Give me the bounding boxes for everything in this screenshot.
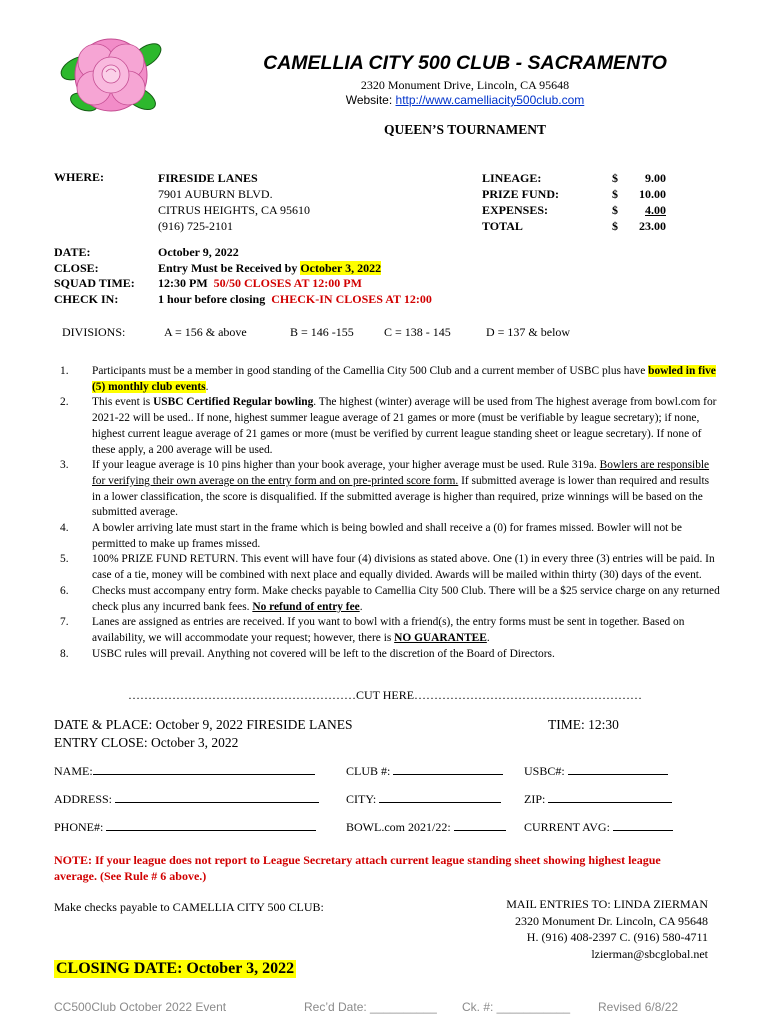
rule-number: 7.	[60, 616, 69, 629]
fee-symbols	[612, 170, 618, 234]
bowl-com-input-line[interactable]	[454, 820, 506, 831]
close-date: October 3, 2022	[300, 260, 382, 275]
rule-item	[60, 615, 720, 646]
fee-labels	[482, 170, 559, 234]
where-label: WHERE:	[54, 170, 105, 184]
website-line	[0, 93, 770, 107]
venue-city: CITRUS HEIGHTS, CA 95610	[158, 203, 311, 217]
division-a: A = 156 & above	[164, 325, 247, 339]
dollar-sign: $	[612, 187, 618, 201]
bowl-com-label: BOWL.com 2021/22:	[346, 820, 451, 834]
bowl-com-field[interactable]	[346, 820, 506, 835]
city-input-line[interactable]	[379, 792, 501, 803]
rule-item	[60, 552, 720, 583]
rule-item	[60, 458, 720, 521]
entry-date-place: DATE & PLACE: October 9, 2022 FIRESIDE LANES	[54, 717, 353, 732]
total-amount: 23.00	[639, 219, 666, 233]
rule-underline: Bowlers are responsible for verifying their own average on the entry form and on pre-printed score form.	[92, 459, 710, 487]
close-label: CLOSE:	[54, 260, 99, 275]
where-block	[158, 170, 310, 234]
division-b: B = 146 -155	[290, 325, 354, 339]
name-label: NAME:	[54, 764, 93, 778]
expenses-label: EXPENSES:	[482, 203, 549, 217]
rule-item	[60, 364, 720, 395]
rule-text	[92, 364, 720, 395]
squad-time: 12:30 PM	[158, 276, 208, 290]
rule-number: 1.	[60, 365, 69, 377]
squad-time-label: SQUAD TIME:	[54, 276, 135, 290]
lineage-label: LINEAGE:	[482, 171, 542, 185]
mail-to-phones: H. (916) 408-2397 C. (916) 580-4711	[526, 930, 708, 944]
fee-amounts	[628, 170, 666, 234]
close-value	[158, 261, 432, 277]
rule-item	[60, 521, 720, 552]
cut-here-line: …………………………………………………CUT HERE…………………………………………………	[127, 688, 643, 702]
rule-text-part: Lanes are assigned as entries are received. If you want to bowl with a friend(s), the entry forms must be sent in together. Based on availability, we will accommodate your request; however, there is	[92, 616, 685, 644]
lineage-amount: 9.00	[645, 171, 666, 185]
footer-event: CC500Club October 2022 Event	[54, 1000, 227, 1014]
divisions-label: DIVISIONS:	[62, 325, 126, 339]
check-in-time: 1 hour before closing	[158, 291, 266, 306]
rule-number: 6.	[60, 584, 69, 597]
league-note: NOTE: If your league does not report to League Secretary attach current league standing sheet showing highest league average. (See Rule # 6 above.)	[54, 853, 661, 883]
rule-text-part: .	[205, 380, 209, 393]
website-link[interactable]: http://www.camelliacity500club.com	[395, 93, 585, 107]
prize-fund-amount: 10.00	[639, 187, 666, 201]
footer-revised: Revised 6/8/22	[598, 1000, 679, 1014]
rule-bold-underline: NO GUARANTEE	[394, 631, 487, 644]
website-label: Website:	[345, 93, 393, 107]
rules-list	[60, 364, 720, 662]
current-avg-field[interactable]	[524, 820, 673, 835]
close-prefix: Entry Must be Received by	[158, 260, 298, 275]
dollar-sign: $	[612, 203, 618, 217]
venue-street: 7901 AUBURN BLVD.	[158, 187, 273, 201]
current-avg-input-line[interactable]	[613, 820, 673, 831]
phone-label: PHONE#:	[54, 820, 104, 834]
club-field[interactable]	[346, 764, 503, 779]
rule-text-part: .	[359, 600, 363, 613]
club-title: CAMELLIA CITY 500 CLUB - SACRAMENTO	[263, 52, 667, 74]
rule-text: A bowler arriving late must start in the frame which is being bowled and shall receive a (0) for frames missed. Bowler will not be permitted to make up frames missed.	[92, 522, 682, 550]
phone-field[interactable]	[54, 820, 316, 835]
club-address: 2320 Monument Drive, Lincoln, CA 95648	[360, 78, 570, 92]
event-date: October 9, 2022	[158, 245, 239, 259]
check-in-label: CHECK IN:	[54, 291, 119, 306]
rule-number: 5.	[60, 553, 69, 566]
rule-text	[92, 395, 720, 458]
mail-to-name: MAIL ENTRIES TO: LINDA ZIERMAN	[506, 897, 708, 911]
entry-close: ENTRY CLOSE: October 3, 2022	[54, 735, 239, 750]
rule-text-part: If submitted average is lower than required and results in a lower classification, the score is disqualified. If the submitted average is higher than required, prize winnings will be based on the submitted average.	[92, 474, 710, 519]
check-in-note: CHECK-IN CLOSES AT 12:00	[271, 291, 432, 306]
city-field[interactable]	[346, 792, 501, 807]
prize-fund-label: PRIZE FUND:	[482, 187, 559, 201]
entry-time: TIME: 12:30	[548, 717, 619, 732]
address-label: ADDRESS:	[54, 792, 113, 806]
dollar-sign: $	[612, 171, 618, 185]
check-in-value	[158, 292, 432, 308]
closing-date: CLOSING DATE: October 3, 2022	[56, 960, 295, 977]
division-d: D = 137 & below	[486, 325, 571, 339]
name-input-line[interactable]	[93, 764, 315, 775]
rule-text	[92, 458, 720, 521]
zip-label: ZIP:	[524, 792, 546, 806]
name-field[interactable]	[54, 764, 315, 779]
zip-field[interactable]	[524, 792, 672, 807]
rule-text: USBC rules will prevail. Anything not covered will be left to the discretion of the Board of Directors.	[92, 647, 555, 660]
rule-text-part: . The highest (winter) average will be used from The highest average from bowl.com for 2021-22 will be used.. If none, highest summer league average of 21 games or more (must be verifiable by league secretary); if none, highest current league average of 21 games or more (must be verified by current league standing sheet or league secretary). If none of these apply, a 200 average will be used.	[92, 396, 717, 456]
rule-text	[92, 584, 720, 615]
zip-input-line[interactable]	[548, 792, 672, 803]
rule-bold-underline: No refund of entry fee	[252, 600, 360, 613]
division-c: C = 138 - 145	[384, 325, 451, 339]
schedule-values	[158, 245, 432, 307]
venue-name: FIRESIDE LANES	[158, 171, 258, 185]
rule-item	[60, 647, 720, 663]
address-input-line[interactable]	[115, 792, 319, 803]
current-avg-label: CURRENT AVG:	[524, 820, 610, 834]
squad-value	[158, 276, 432, 292]
rule-item	[60, 584, 720, 615]
mail-to-street: 2320 Monument Dr. Lincoln, CA 95648	[515, 913, 708, 928]
club-label: CLUB #:	[346, 764, 391, 778]
venue-phone: (916) 725-2101	[158, 219, 233, 233]
rule-text-part: If your league average is 10 pins higher than your book average, your higher average must be used. Rule 319a.	[92, 459, 600, 472]
usbc-label: USBC#:	[524, 764, 565, 778]
rule-text: 100% PRIZE FUND RETURN. This event will have four (4) divisions as stated above. One (1) in every three (3) entries will be paid. In case of a tie, money will be combined with next place and equally divided. Awards will be mailed within thirty (30) days of the event.	[92, 553, 715, 582]
tournament-name: QUEEN’S TOURNAMENT	[384, 122, 546, 137]
rule-text	[92, 615, 720, 646]
rule-number: 8.	[60, 647, 69, 660]
city-label: CITY:	[346, 792, 377, 806]
date-label: DATE:	[54, 245, 91, 259]
usbc-field[interactable]	[524, 764, 668, 779]
club-input-line[interactable]	[393, 764, 503, 775]
rule-number: 2.	[60, 396, 69, 409]
rule-text-part: .	[486, 631, 490, 644]
mail-entries-block	[506, 896, 708, 962]
fifty-fifty-note: 50/50 CLOSES AT 12:00 PM	[213, 276, 362, 290]
rule-number: 4.	[60, 522, 69, 535]
rule-bold: USBC Certified Regular bowling	[153, 396, 314, 409]
rule-number: 3.	[60, 459, 69, 472]
rule-text-part: This event is	[92, 396, 154, 409]
total-label: TOTAL	[482, 219, 523, 233]
address-field[interactable]	[54, 792, 319, 807]
schedule-labels	[54, 245, 135, 307]
rule-highlight: bowled in five (5) monthly club events	[92, 365, 716, 393]
footer-received-date: Rec’d Date: __________	[304, 1000, 437, 1014]
footer-check-number: Ck. #: ___________	[462, 1000, 571, 1014]
rule-text-part: Participants must be a member in good standing of the Camellia City 500 Club and a current member of USBC plus have	[92, 365, 649, 377]
payable-to: Make checks payable to CAMELLIA CITY 500 CLUB:	[54, 900, 324, 914]
phone-input-line[interactable]	[106, 820, 316, 831]
expenses-amount: 4.00	[645, 203, 666, 217]
mail-to-email: lzierman@sbcglobal.net	[591, 946, 708, 961]
usbc-input-line[interactable]	[568, 764, 668, 775]
dollar-sign: $	[612, 219, 618, 233]
rule-item	[60, 395, 720, 458]
rule-text-part: Checks must accompany entry form. Make checks payable to Camellia City 500 Club. There will be a $25 service charge on any returned check plus any incurred bank fees.	[92, 584, 720, 613]
